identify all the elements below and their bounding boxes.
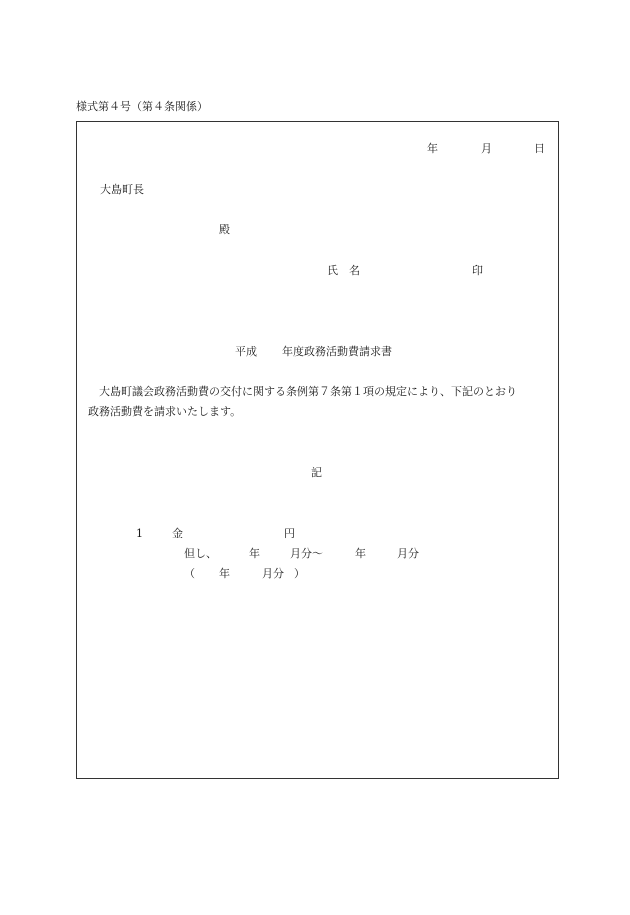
body-line-2: 政務活動費を請求いたします。 [88,405,242,418]
amount-label: 金 [172,527,183,540]
paren-month: 月分 [262,567,284,580]
date-day: 日 [534,142,545,155]
proviso-year-to: 年 [355,547,366,560]
record-heading: 記 [311,466,322,479]
proviso-year-from: 年 [249,547,260,560]
body-line-1: 大島町議会政務活動費の交付に関する条例第７条第１項の規定により、下記のとおり [99,385,517,398]
paren-close: ） [294,567,305,580]
applicant-name-label: 氏 名 [327,264,360,277]
addressee-honorific: 殿 [219,223,230,236]
document-title: 年度政務活動費請求書 [282,345,392,358]
item-number: 1 [136,527,143,540]
currency-unit: 円 [284,527,295,540]
paren-open: （ [184,567,195,580]
date-month: 月 [481,142,492,155]
proviso-month-to: 月分 [397,547,419,560]
date-year: 年 [427,142,438,155]
proviso-prefix: 但し、 [184,547,217,560]
form-frame [76,121,559,779]
paren-year: 年 [219,567,230,580]
addressee-title: 大島町長 [100,183,144,196]
proviso-month-from: 月分～ [290,547,323,560]
seal-mark: 印 [472,264,483,277]
form-label: 様式第４号（第４条関係） [76,100,208,113]
document-title-era: 平成 [235,345,257,358]
